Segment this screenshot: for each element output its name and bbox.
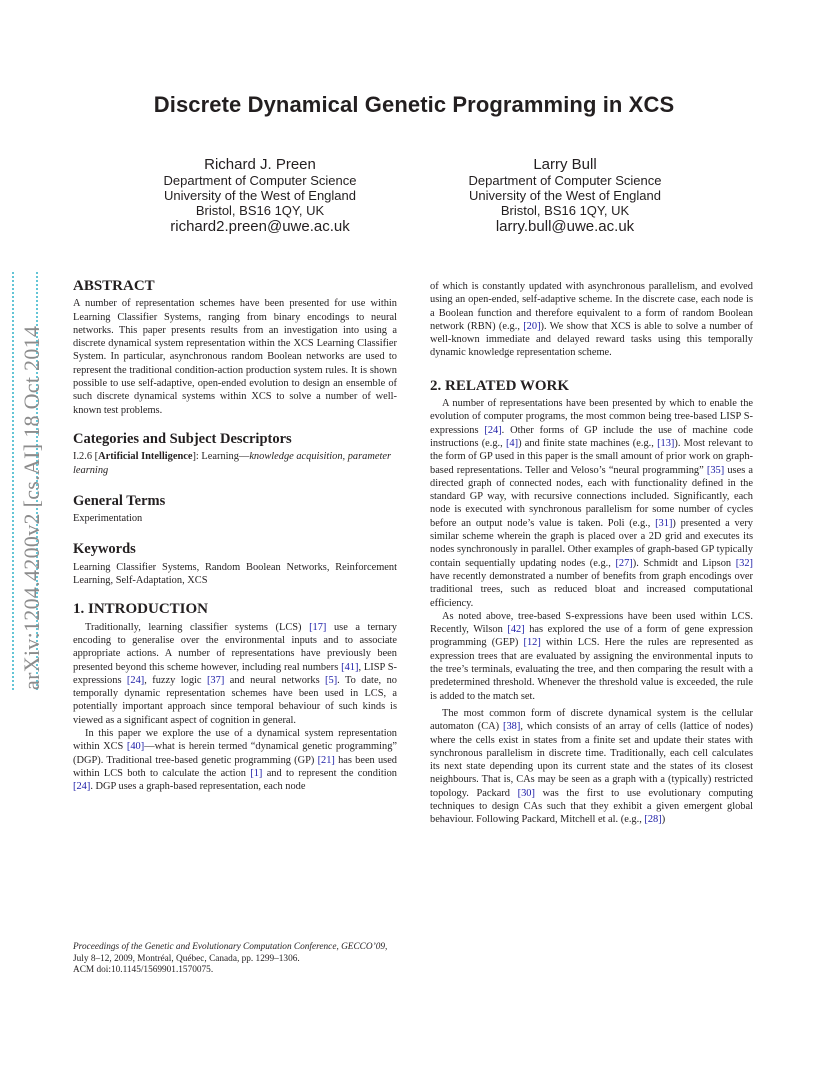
general-terms-heading: General Terms: [73, 492, 166, 509]
footnote-dates: July 8–12, 2009, Montréal, Québec, Canada, pp. 1299–1306.: [73, 953, 300, 964]
general-terms-text: Experimentation: [73, 513, 143, 525]
categories-text: [73, 450, 397, 477]
arxiv-stamp[interactable]: arXiv:1204.4200v2 [cs.AI] 18 Oct 2014: [19, 325, 44, 690]
author-address: Bristol, BS16 1QY, UK: [195, 203, 325, 218]
footnote: [73, 942, 397, 977]
categories-code: I.2.6 [: [73, 451, 99, 463]
related-work-paragraph-2: As noted above, tree-based S-expressions have been used within LCS. Recently, Wilson [42] has explored the use of a form of gene expression programming (GEP) [12] within LCS. Here the rules are represented as expression trees that are evaluated by assigning the environmental inputs to the tree’s terminals, evaluating the tree, and then comparing the result with a predetermined threshold. Whenever the threshold value is exceeded, the rule is added to the match set.: [430, 610, 753, 702]
citation-link[interactable]: [1]: [250, 767, 263, 779]
intro-paragraph-2: In this paper we explore the use of a dynamical system representation within XCS [40]—what is herein termed “dynamical genetic programming” (DGP). Traditional tree-based genetic programming (GP) [21] has been used within LCS both to calculate the action [1] and to represent the condition [24]. DGP uses a graph-based representation, each node: [73, 728, 398, 793]
related-work-paragraph-1: A number of representations have been presented by which to enable the evolution of computer programs, the most common being tree-based LISP S-expressions [24]. Other forms of GP include the use of machine code instructions (e.g., [4]) and finite state machines (e.g., [13]). Most relevant to the form of GP used in this paper is the small amount of prior work on graph-based representations. Teller and Veloso’s “neural programming” [35] uses a directed graph of connected nodes, each with functionality defined in the standard GP way, with recursive connections included. Significantly, each node is executed with synchronous parallelism for some number of cycles before an output node’s value is taken. Poli (e.g., [31]) presented a very similar scheme wherein the graph is placed over a 2D grid and executes its nodes synchronously in parallel. Other examples of graph-based GP typically contain sequentially updating nodes (e.g., [27]). Schmidt and Lipson [32] have recently demonstrated a number of benefits from graph encodings over traditional trees, such as reduced bloat and increased computational efficiency.: [430, 398, 754, 609]
intro-paragraph-1: Traditionally, learning classifier systems (LCS) [17] use a ternary encoding to generalise over the environmental inputs and to associate appropriate actions. A number of representations have previously been presented beyond this scheme however, including real numbers [41], LISP S-expressions [24], fuzzy logic [37] and neural networks [5]. To date, no temporally dynamic representation schemes have been used in LCS, a potentially important approach since temporal behaviour of such kinds is viewed as a significant aspect of cognition in general.: [73, 621, 397, 726]
author-dept: Department of Computer Science: [163, 173, 357, 188]
citation-link[interactable]: [24]: [484, 424, 502, 436]
citation-link[interactable]: [24]: [126, 674, 145, 686]
citation-link[interactable]: [4]: [505, 437, 519, 449]
citation-link[interactable]: [28]: [644, 814, 662, 826]
author-email: richard2.preen@uwe.ac.uk: [170, 218, 350, 235]
author-block-1: [120, 156, 400, 235]
citation-link[interactable]: [30]: [517, 787, 535, 799]
arxiv-stamp-border-left: [12, 272, 15, 690]
paper-title: Discrete Dynamical Genetic Programming in XCS: [153, 92, 675, 117]
related-work-paragraph-3: The most common form of discrete dynamical system is the cellular automaton (CA) [38], which consists of an array of cells (lattice of nodes) where the cells exist in states from a finite set and update their states with synchronous parallelism in discrete time. Traditionally, each cell calculates its next state depending upon its current state and the states of its closest neighbours. That is, CAs may be seen as a graph with a (typically) restricted topology. Packard [30] was the first to use evolutionary computing techniques to design CAs such that they exhibit a given emergent global behaviour. Following Packard, Mitchell et al. (e.g., [28]): [430, 707, 753, 826]
introduction-heading: 1. INTRODUCTION: [73, 601, 209, 618]
categories-heading: Categories and Subject Descriptors: [73, 430, 292, 447]
keywords-text: Learning Classifier Systems, Random Boolean Networks, Reinforcement Learning, Self-Adaptation, XCS: [73, 561, 397, 587]
citation-link[interactable]: [40]: [126, 741, 145, 753]
author-univ: University of the West of England: [164, 188, 356, 203]
author-dept: Department of Computer Science: [468, 173, 662, 188]
citation-link[interactable]: [42]: [507, 624, 525, 636]
related-work-heading: 2. RELATED WORK: [430, 377, 570, 394]
author-block-2: [425, 156, 705, 235]
author-name: Larry Bull: [533, 156, 597, 173]
citation-link[interactable]: [38]: [503, 721, 521, 733]
right-column: [430, 280, 753, 827]
citation-link[interactable]: [12]: [523, 637, 541, 649]
footnote-venue: Proceedings of the Genetic and Evolutionary Computation Conference, GECCO’09,: [73, 942, 388, 952]
author-univ: University of the West of England: [469, 188, 661, 203]
citation-link[interactable]: [41]: [341, 661, 359, 673]
author-name: Richard J. Preen: [204, 156, 316, 173]
citation-link[interactable]: [17]: [309, 621, 327, 633]
citation-link[interactable]: [27]: [615, 557, 633, 569]
citation-link[interactable]: [31]: [655, 517, 673, 529]
citation-link[interactable]: [13]: [657, 437, 675, 449]
citation-link[interactable]: [21]: [317, 754, 335, 766]
categories-bold: Artificial Intelligence: [98, 451, 193, 463]
categories-italic: knowledge acquisition, parameter learning: [73, 451, 392, 476]
left-column: [73, 280, 397, 794]
abstract-heading: ABSTRACT: [73, 278, 155, 294]
citation-link[interactable]: [5]: [325, 674, 338, 686]
footnote-doi: ACM doi:10.1145/1569901.1570075.: [73, 965, 214, 975]
citation-link[interactable]: [20]: [523, 320, 541, 332]
author-address: Bristol, BS16 1QY, UK: [500, 203, 630, 218]
intro-continuation: of which is constantly updated with asynchronous parallelism, and evolved using an open-ended, self-adaptive scheme. In the discrete case, each node is a Boolean function and therefore equivalent to a form of random Boolean network (RBN) (e.g., [20]). We show that XCS is able to solve a number of well-known immediate and delayed reward tasks using this temporally dynamic knowledge representation scheme.: [430, 281, 753, 359]
citation-link[interactable]: [32]: [735, 557, 754, 569]
abstract-text: A number of representation schemes have been presented for use within Learning Classifier Systems, ranging from binary encodings to neural networks. This paper presents results from an investigation into using a discrete dynamical system representation within the XCS Learning Classifier System. In particular, asynchronous random Boolean networks are used to represent the traditional condition-action production system rules. It is shown possible to use self-adaptive, open-ended evolution to design an ensemble of such discrete dynamical systems within XCS to solve a number of well-known test problems.: [73, 298, 397, 416]
citation-link[interactable]: [35]: [706, 464, 725, 476]
author-email: larry.bull@uwe.ac.uk: [495, 218, 635, 235]
categories-mid: ]: Learning—: [192, 451, 250, 463]
keywords-heading: Keywords: [73, 541, 136, 558]
citation-link[interactable]: [37]: [206, 674, 225, 686]
citation-link[interactable]: [24]: [73, 781, 91, 793]
